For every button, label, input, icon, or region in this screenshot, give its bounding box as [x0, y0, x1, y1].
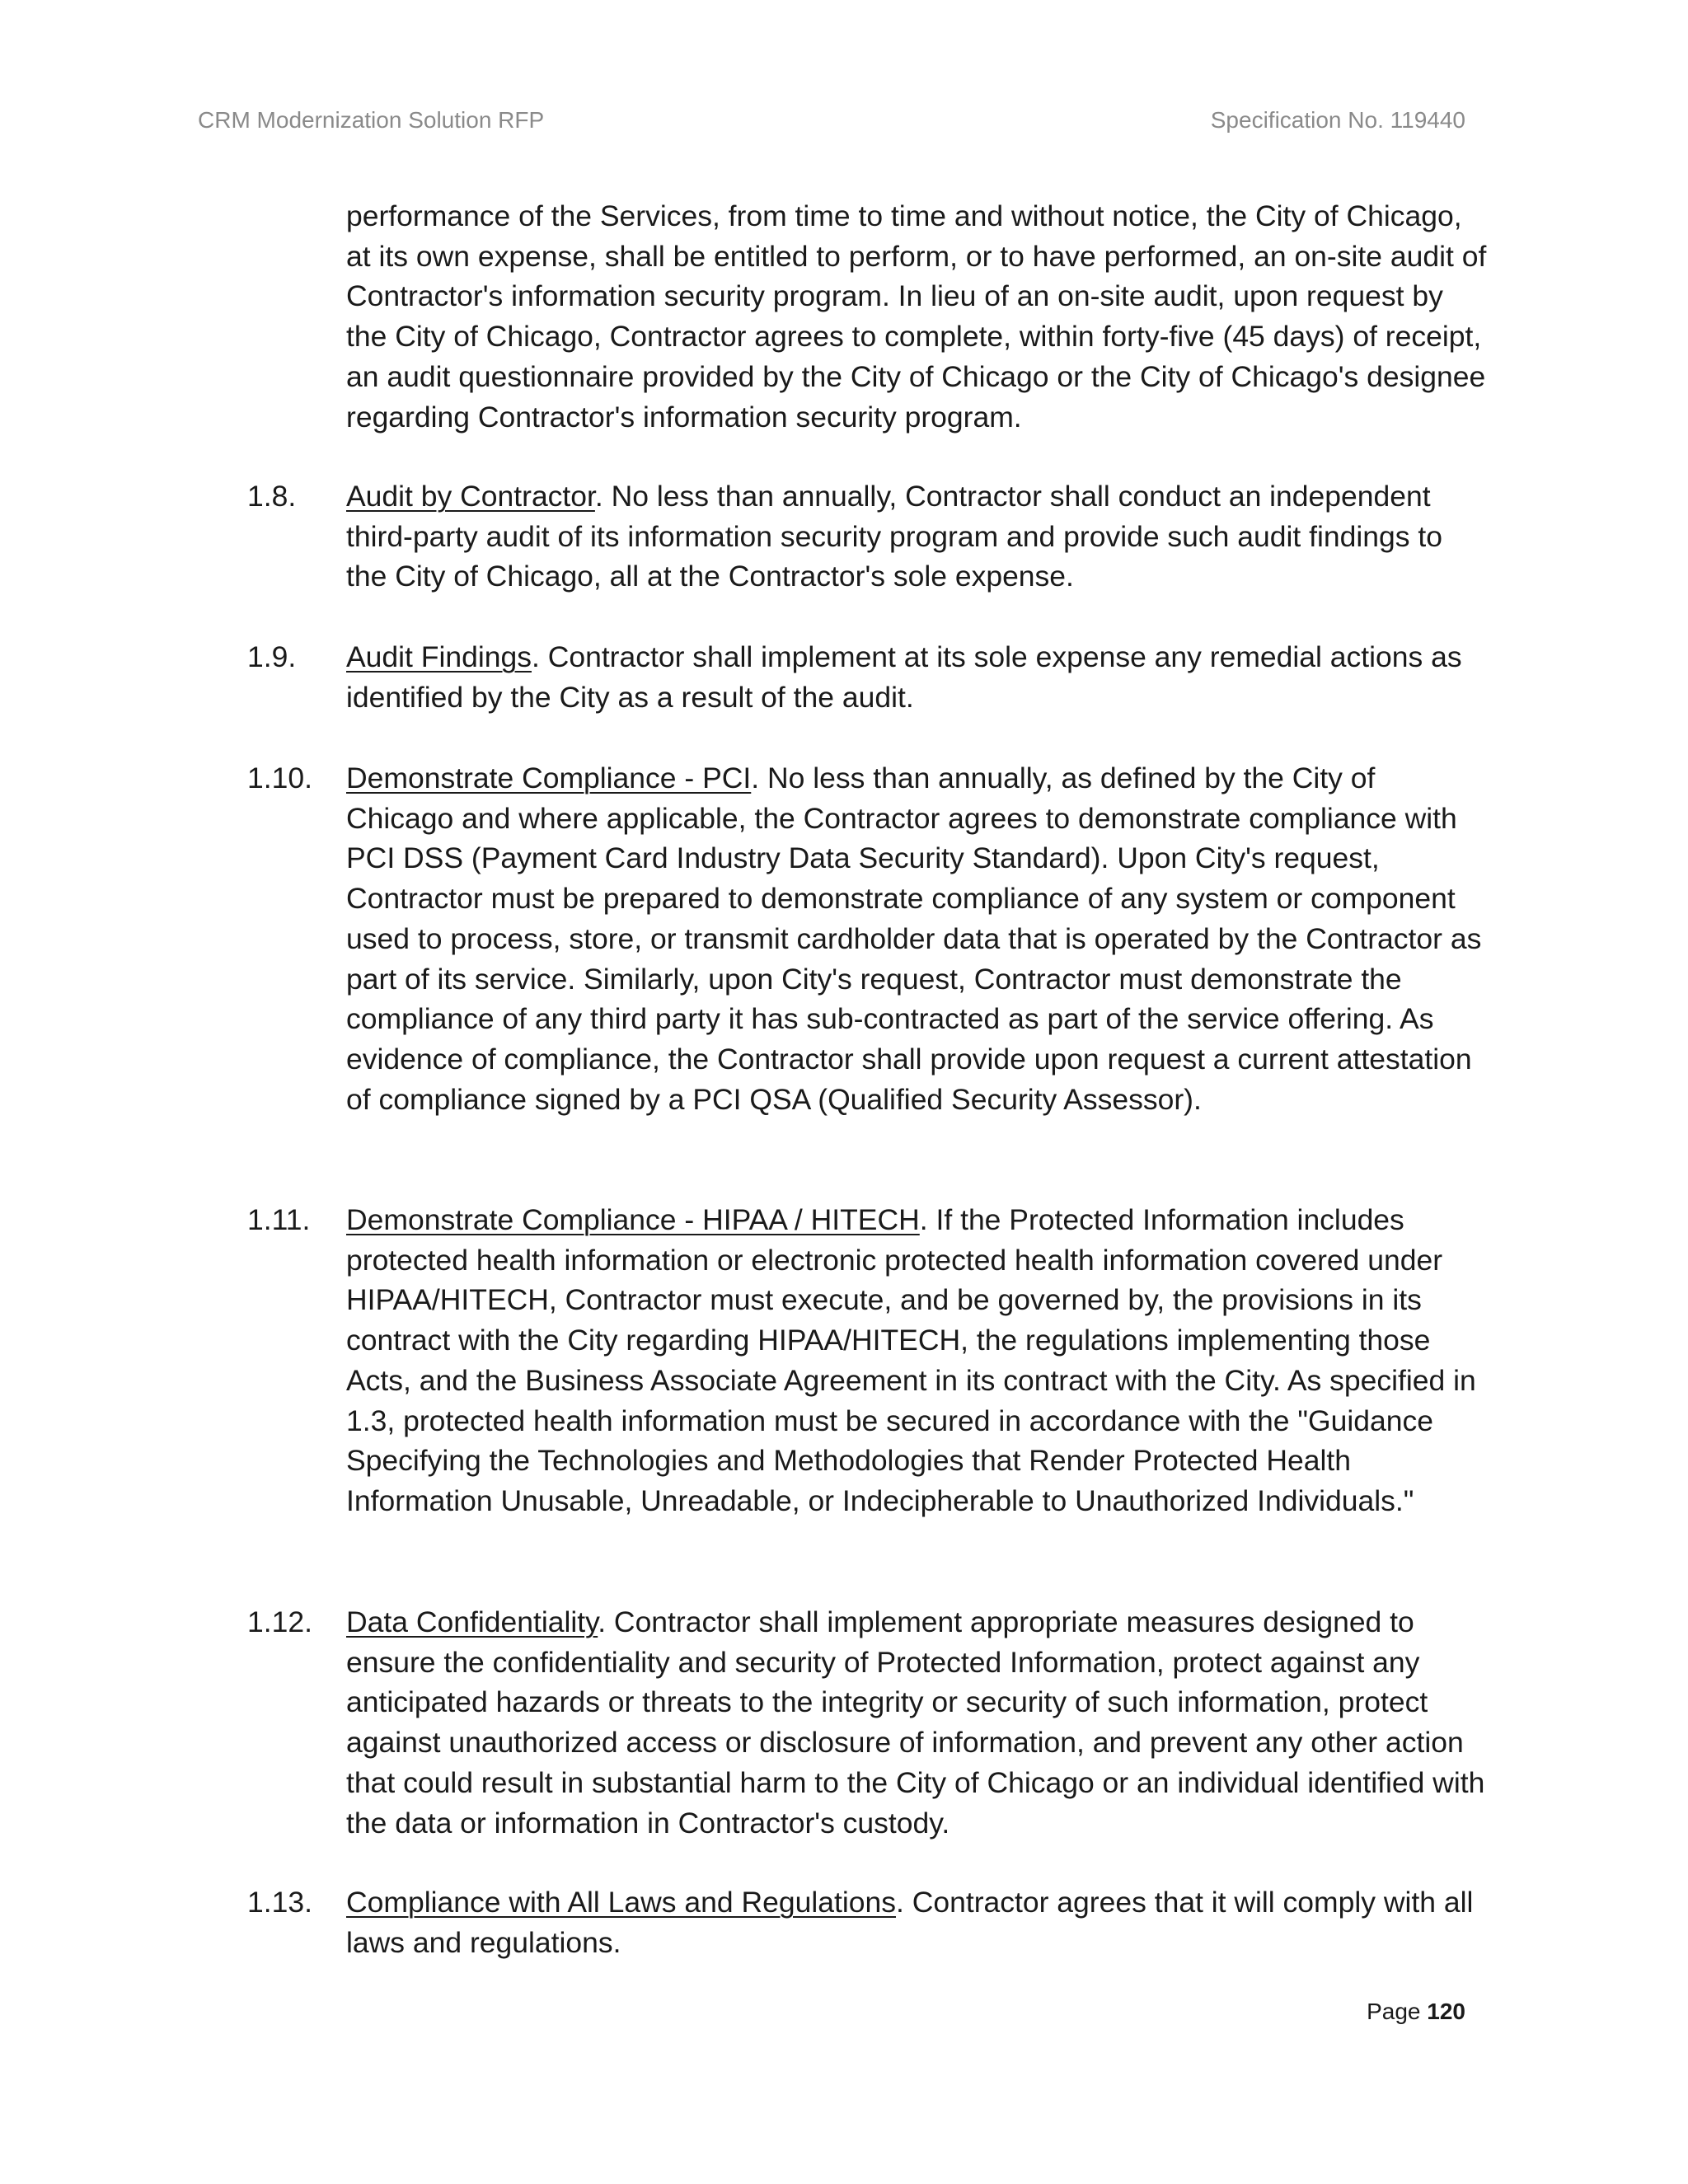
section-number: 1.12.	[247, 1605, 312, 1638]
section-text: . Contractor agrees that it will comply with all laws and regulations.	[346, 1886, 1474, 1959]
section-heading: Demonstrate Compliance - HIPAA / HITECH	[346, 1203, 920, 1236]
section-1-13	[247, 1882, 1488, 1962]
section-heading: Audit by Contractor	[346, 480, 595, 513]
section-text: . No less than annually, as defined by the City of Chicago and where applicable, the Contractor agrees to demonstrate compliance with PCI DSS (Payment Card Industry Data Security Standard). Upon City's request, Contractor must be prepared to demonstrate compliance of any system or component used to process, store, or transmit cardholder data that is operated by the Contractor as part of its service. Similarly, upon City's request, Contractor must demonstrate the compliance of any third party it has sub-contracted as part of the service offering. As evidence of compliance, the Contractor shall provide upon request a current attestation of compliance signed by a PCI QSA (Qualified Security Assessor).	[346, 762, 1482, 1116]
section-heading: Demonstrate Compliance - PCI	[346, 762, 752, 794]
section-number: 1.10.	[247, 762, 312, 794]
section-1-10	[247, 758, 1488, 1119]
section-number: 1.13.	[247, 1886, 312, 1919]
section-text: . Contractor shall implement appropriate measures designed to ensure the confidentiality and security of Protected Information, protect against any anticipated hazards or threats to the integrity or security of such information, protect against unauthorized access or disclosure of information, and prevent any other action that could result in substantial harm to the City of Chicago or an individual identified with the data or information in Contractor's custody.	[346, 1605, 1485, 1840]
section-1-9	[247, 637, 1488, 717]
section-text: . If the Protected Information includes protected health information or electronic protected health information covered under HIPAA/HITECH, Contractor must execute, and be governed by, the provisions in its contract with the City regarding HIPAA/HITECH, the regulations implementing those Acts, and the Business Associate Agreement in its contract with the City. As specified in 1.3, protected health information must be secured in accordance with the "Guidance Specifying the Technologies and Methodologies that Render Protected Health Information Unusable, Unreadable, or Indecipherable to Unauthorized Individuals."	[346, 1203, 1476, 1517]
continuation-paragraph: performance of the Services, from time to time and without notice, the City of Chicago, at its own expense, shall be entitled to perform, or to have performed, an on-site audit of Contractor's information security program. In lieu of an on-site audit, upon request by the City of Chicago, Contractor agrees to complete, within forty-five (45 days) of receipt, an audit questionnaire provided by the City of Chicago or the City of Chicago's designee regarding Contractor's information security program.	[346, 199, 1487, 434]
section-number: 1.8.	[247, 480, 297, 513]
page-header	[198, 107, 1465, 134]
section-heading: Compliance with All Laws and Regulations	[346, 1886, 896, 1919]
page-label: Page	[1367, 1999, 1421, 2024]
section-1-8	[247, 476, 1488, 597]
section-number: 1.9.	[247, 640, 297, 673]
specification-number: Specification No. 119440	[1210, 107, 1465, 133]
section-1-11	[247, 1200, 1488, 1521]
section-text: . No less than annually, Contractor shall conduct an independent third-party audit of its information security program and provide such audit findings to the City of Chicago, all at the Contractor's sole expense.	[346, 480, 1442, 593]
section-text: . Contractor shall implement at its sole expense any remedial actions as identified by the City as a result of the audit.	[346, 640, 1462, 714]
document-title: CRM Modernization Solution RFP	[198, 107, 545, 133]
section-number: 1.11.	[247, 1203, 311, 1236]
page-footer	[1367, 1999, 1465, 2025]
section-heading: Audit Findings	[346, 640, 532, 673]
page-number: 120	[1427, 1999, 1465, 2024]
section-heading: Data Confidentiality	[346, 1605, 598, 1638]
section-1-12	[247, 1602, 1488, 1843]
